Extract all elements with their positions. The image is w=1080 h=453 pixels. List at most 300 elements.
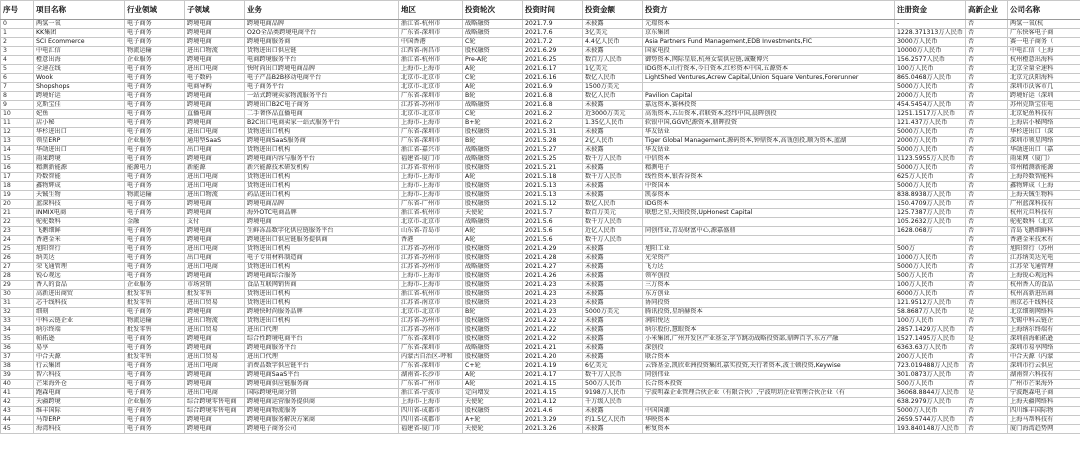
cell-col-registered-capital[interactable]: 121.437万人民币	[895, 119, 966, 128]
cell-col-investors[interactable]: IDG资本,山行资本,今日资本,红杉资本中国,五源资本	[643, 65, 895, 74]
cell-col-subfield[interactable]: 进出口电商	[185, 389, 245, 398]
cell-col-date[interactable]: 2021.6.17	[523, 65, 583, 74]
cell-col-round[interactable]: A轮	[463, 371, 523, 380]
cell-col-date[interactable]: 2021.4.22	[523, 326, 583, 335]
cell-col-company-name[interactable]: 湖南智六科技有	[1008, 371, 1080, 380]
cell-col-index[interactable]: 18	[1, 182, 34, 191]
cell-col-company-name[interactable]: 常州精测新能源	[1008, 164, 1080, 173]
cell-col-subfield[interactable]: 进出口贸易	[185, 299, 245, 308]
cell-col-registered-capital[interactable]: 5000万人民币	[895, 407, 966, 416]
cell-col-business[interactable]: 新兴能源技术研发机构	[245, 164, 399, 173]
cell-col-investors[interactable]: 领军创投	[643, 272, 895, 281]
cell-col-index[interactable]: 44	[1, 416, 34, 425]
cell-col-index[interactable]: 16	[1, 164, 34, 173]
cell-col-date[interactable]: 2021.6.25	[523, 56, 583, 65]
cell-col-date[interactable]: 2021.4.29	[523, 245, 583, 254]
cell-col-industry[interactable]: 电子商务	[125, 344, 185, 353]
cell-col-round[interactable]: A+轮	[463, 416, 523, 425]
cell-col-round[interactable]: C轮	[463, 74, 523, 83]
cell-col-registered-capital[interactable]: 10000万人民币	[895, 47, 966, 56]
cell-col-registered-capital[interactable]: 1000万人民币	[895, 254, 966, 263]
cell-col-registered-capital[interactable]: 1228.371313万人民币	[895, 29, 966, 38]
cell-col-round[interactable]: 股权融资	[463, 335, 523, 344]
cell-col-amount[interactable]: 未披露	[583, 254, 643, 263]
cell-col-region[interactable]: 中国香港	[399, 38, 463, 47]
cell-col-registered-capital[interactable]: 1251.1517万人民币	[895, 110, 966, 119]
cell-col-project-name[interactable]: 锐心观远	[34, 272, 125, 281]
cell-col-industry[interactable]: 电子商务	[125, 227, 185, 236]
cell-col-amount[interactable]: 未披露	[583, 182, 643, 191]
cell-col-industry[interactable]: 电子商务	[125, 173, 185, 182]
cell-col-high-tech[interactable]: 否	[966, 227, 1008, 236]
cell-col-round[interactable]: 战略融资	[463, 344, 523, 353]
cell-col-amount[interactable]: 未披露	[583, 272, 643, 281]
cell-col-industry[interactable]: 批发零售	[125, 290, 185, 299]
cell-col-company-name[interactable]: 广州蓝深科技有	[1008, 200, 1080, 209]
cell-col-date[interactable]: 2021.4.22	[523, 335, 583, 344]
cell-col-registered-capital[interactable]: 3000万人民币	[895, 38, 966, 47]
cell-col-subfield[interactable]: 跨境电商	[185, 155, 245, 164]
cell-col-date[interactable]: 2021.4.23	[523, 290, 583, 299]
cell-col-business[interactable]: 跨境快时尚服务品牌	[245, 308, 399, 317]
cell-col-high-tech[interactable]: 否	[966, 299, 1008, 308]
cell-col-index[interactable]: 3	[1, 47, 34, 56]
cell-col-high-tech[interactable]: 否	[966, 416, 1008, 425]
cell-col-investors[interactable]: 彬复资本	[643, 425, 895, 434]
cell-col-round[interactable]: 股权融资	[463, 317, 523, 326]
cell-col-region[interactable]: 上海市-上海市	[399, 281, 463, 290]
cell-col-project-name[interactable]: 全速在线	[34, 65, 125, 74]
cell-col-project-name[interactable]: 精测新能源	[34, 164, 125, 173]
cell-col-amount[interactable]: 数亿人民币	[583, 200, 643, 209]
cell-col-high-tech[interactable]: 否	[966, 317, 1008, 326]
cell-col-registered-capital[interactable]: -	[895, 20, 966, 29]
cell-col-high-tech[interactable]: 否	[966, 353, 1008, 362]
cell-col-investors[interactable]: 联想之星,天图投资,UpHonest Capital	[643, 209, 895, 218]
cell-col-industry[interactable]: 电子商务	[125, 380, 185, 389]
cell-col-round[interactable]: A轮	[463, 65, 523, 74]
cell-col-subfield[interactable]: 跨境电商	[185, 308, 245, 317]
cell-col-index[interactable]: 11	[1, 119, 34, 128]
cell-col-industry[interactable]: 电子商务	[125, 128, 185, 137]
cell-col-region[interactable]: 上海市-上海市	[399, 272, 463, 281]
cell-col-investors[interactable]: 京东集团	[643, 29, 895, 38]
cell-col-business[interactable]: 跨境电商服务平台	[245, 344, 399, 353]
cell-col-company-name[interactable]: 宁波跑森电子商	[1008, 389, 1080, 398]
header-col-registered-capital[interactable]: 注册资金	[895, 1, 966, 20]
cell-col-company-name[interactable]: 上海天铖生物科	[1008, 191, 1080, 200]
cell-col-investors[interactable]	[643, 218, 895, 227]
cell-col-subfield[interactable]: 进出口电商	[185, 245, 245, 254]
cell-col-high-tech[interactable]: 否	[966, 101, 1008, 110]
cell-col-region[interactable]: 江苏省-南京市	[399, 299, 463, 308]
cell-col-region[interactable]: 江苏省-苏州市	[399, 326, 463, 335]
cell-col-business[interactable]: 跨境电商服务解决方案商	[245, 416, 399, 425]
cell-col-date[interactable]: 2021.4.12	[523, 398, 583, 407]
cell-col-region[interactable]: 广东省-深圳市	[399, 344, 463, 353]
cell-col-index[interactable]: 31	[1, 299, 34, 308]
cell-col-high-tech[interactable]: 否	[966, 83, 1008, 92]
cell-col-index[interactable]: 41	[1, 389, 34, 398]
cell-col-industry[interactable]: 电子商务	[125, 308, 185, 317]
cell-col-subfield[interactable]: 跨境电商	[185, 56, 245, 65]
cell-col-high-tech[interactable]: 否	[966, 191, 1008, 200]
cell-col-business[interactable]: 货物进出口机构	[245, 146, 399, 155]
cell-col-investors[interactable]: 中国国潮	[643, 407, 895, 416]
cell-col-date[interactable]: 2021.7.2	[523, 38, 583, 47]
cell-col-subfield[interactable]: 跨境电商	[185, 20, 245, 29]
cell-col-high-tech[interactable]: 否	[966, 56, 1008, 65]
cell-col-high-tech[interactable]: 否	[966, 380, 1008, 389]
cell-col-industry[interactable]: 电子商务	[125, 65, 185, 74]
cell-col-industry[interactable]: 电子商务	[125, 101, 185, 110]
cell-col-round[interactable]: 股权融资	[463, 182, 523, 191]
cell-col-industry[interactable]: 批发零售	[125, 299, 185, 308]
cell-col-high-tech[interactable]: 否	[966, 371, 1008, 380]
cell-col-project-name[interactable]: 天疆跨境	[34, 398, 125, 407]
cell-col-date[interactable]: 2021.4.23	[523, 308, 583, 317]
cell-col-project-name[interactable]: 跑森电商	[34, 389, 125, 398]
cell-col-date[interactable]: 2021.5.31	[523, 128, 583, 137]
cell-col-project-name[interactable]: 橙意出海	[34, 56, 125, 65]
cell-col-region[interactable]: 上海市-上海市	[399, 191, 463, 200]
cell-col-project-name[interactable]: SCI Ecommerce	[34, 38, 125, 47]
cell-col-high-tech[interactable]: 否	[966, 173, 1008, 182]
cell-col-investors[interactable]: 同创伟业,青岛财富中心,源嘉盛鼎	[643, 227, 895, 236]
cell-col-index[interactable]: 39	[1, 371, 34, 380]
cell-col-subfield[interactable]: 电商导购	[185, 83, 245, 92]
cell-col-amount[interactable]: 数千万人民币	[583, 371, 643, 380]
cell-col-project-name[interactable]: 天铖生物	[34, 191, 125, 200]
cell-col-index[interactable]: 43	[1, 407, 34, 416]
cell-col-subfield[interactable]: 进出口电商	[185, 182, 245, 191]
cell-col-business[interactable]: 一站式跨境卖家物流服务平台	[245, 92, 399, 101]
cell-col-round[interactable]: 股权融资	[463, 290, 523, 299]
cell-col-business[interactable]: 电子产品B2B移动电商平台	[245, 74, 399, 83]
cell-col-company-name[interactable]: 广州市芒果海外	[1008, 380, 1080, 389]
cell-col-investors[interactable]: Asia Partners Fund Management,EDB Investments,FIC	[643, 38, 895, 47]
cell-col-high-tech[interactable]: 否	[966, 254, 1008, 263]
cell-col-index[interactable]: 35	[1, 335, 34, 344]
cell-col-project-name[interactable]: 纳美达	[34, 254, 125, 263]
cell-col-amount[interactable]: 未披露	[583, 299, 643, 308]
cell-col-subfield[interactable]: 进出口电商	[185, 263, 245, 272]
cell-col-registered-capital[interactable]: 301.0873万人民币	[895, 371, 966, 380]
cell-col-region[interactable]: 江苏省-苏州市	[399, 263, 463, 272]
cell-col-project-name[interactable]: 中科云链企业	[34, 317, 125, 326]
cell-col-industry[interactable]: 批发零售	[125, 326, 185, 335]
cell-col-index[interactable]: 14	[1, 146, 34, 155]
cell-col-registered-capital[interactable]: 454.5454万人民币	[895, 101, 966, 110]
cell-col-high-tech[interactable]: 否	[966, 146, 1008, 155]
cell-col-industry[interactable]: 物流运输	[125, 317, 185, 326]
cell-col-round[interactable]: A轮	[463, 83, 523, 92]
cell-col-date[interactable]: 2021.5.28	[523, 137, 583, 146]
cell-col-region[interactable]: 江苏省-常州市	[399, 164, 463, 173]
cell-col-industry[interactable]: 批发零售	[125, 353, 185, 362]
header-col-industry[interactable]: 行业领域	[125, 1, 185, 20]
cell-col-business[interactable]: 货物进出口机构	[245, 182, 399, 191]
cell-col-business[interactable]: 生鲜冻品数字化供应链服务平台	[245, 227, 399, 236]
cell-col-region[interactable]: 浙江省-杭州市	[399, 56, 463, 65]
cell-col-high-tech[interactable]: 是	[966, 389, 1008, 398]
cell-col-investors[interactable]: 软银中国,GGV纪源资本,鼎晖投资	[643, 119, 895, 128]
cell-col-high-tech[interactable]: 否	[966, 407, 1008, 416]
cell-col-subfield[interactable]: 跨境电商	[185, 416, 245, 425]
cell-col-round[interactable]: 天使轮	[463, 425, 523, 434]
cell-col-subfield[interactable]: 跨境电商	[185, 101, 245, 110]
cell-col-business[interactable]: 跨境电商综合服务	[245, 272, 399, 281]
cell-col-registered-capital[interactable]: 193.840148万人民币	[895, 425, 966, 434]
cell-col-round[interactable]: 股权融资	[463, 254, 523, 263]
cell-col-region[interactable]: 广东省-深圳市	[399, 92, 463, 101]
cell-col-index[interactable]: 12	[1, 128, 34, 137]
cell-col-subfield[interactable]: 进出口物流	[185, 191, 245, 200]
cell-col-subfield[interactable]: 进出口贸易	[185, 353, 245, 362]
cell-col-high-tech[interactable]: 否	[966, 20, 1008, 29]
cell-col-company-name[interactable]: 江苏纳美达光电	[1008, 254, 1080, 263]
cell-col-project-name[interactable]: 妃鱼	[34, 110, 125, 119]
cell-col-investors[interactable]: 元璟资本	[643, 20, 895, 29]
cell-col-company-name[interactable]: 两氢一氧(杭	[1008, 20, 1080, 29]
header-col-high-tech[interactable]: 高新企业	[966, 1, 1008, 20]
cell-col-high-tech[interactable]: 否	[966, 245, 1008, 254]
cell-col-business[interactable]: 货物进出口供应链	[245, 47, 399, 56]
cell-col-registered-capital[interactable]: 1527.1495万人民币	[895, 335, 966, 344]
cell-col-index[interactable]: 36	[1, 344, 34, 353]
cell-col-business[interactable]: 跨境电商运营服务提供商	[245, 398, 399, 407]
cell-col-region[interactable]: 上海市-上海市	[399, 65, 463, 74]
cell-col-index[interactable]: 33	[1, 317, 34, 326]
cell-col-date[interactable]: 2021.4.27	[523, 263, 583, 272]
cell-col-index[interactable]: 23	[1, 227, 34, 236]
cell-col-date[interactable]: 2021.5.27	[523, 146, 583, 155]
cell-col-subfield[interactable]: 跨境电商	[185, 236, 245, 245]
cell-col-investors[interactable]	[643, 236, 895, 245]
cell-col-region[interactable]: 上海市-上海市	[399, 398, 463, 407]
cell-col-date[interactable]: 2021.5.6	[523, 218, 583, 227]
cell-col-high-tech[interactable]: 否	[966, 263, 1008, 272]
cell-col-registered-capital[interactable]: 100万人民币	[895, 65, 966, 74]
cell-col-index[interactable]: 0	[1, 20, 34, 29]
cell-col-date[interactable]: 2021.6.8	[523, 101, 583, 110]
cell-col-subfield[interactable]: 进出口电商	[185, 128, 245, 137]
cell-col-industry[interactable]: 电子商务	[125, 335, 185, 344]
cell-col-high-tech[interactable]: 否	[966, 128, 1008, 137]
cell-col-date[interactable]: 2021.5.13	[523, 191, 583, 200]
cell-col-index[interactable]: 32	[1, 308, 34, 317]
cell-col-amount[interactable]: 未披露	[583, 290, 643, 299]
cell-col-round[interactable]: 股权融资	[463, 272, 523, 281]
cell-col-investors[interactable]: 华映资本	[643, 416, 895, 425]
cell-col-business[interactable]: 二手奢侈品直播电商	[245, 110, 399, 119]
cell-col-company-name[interactable]: 杭州高新进出商	[1008, 290, 1080, 299]
header-col-company-name[interactable]: 公司名称	[1008, 1, 1080, 20]
cell-col-investors[interactable]: 国家电投	[643, 47, 895, 56]
cell-col-amount[interactable]: 未披露	[583, 128, 643, 137]
cell-col-business[interactable]: 跨境电商SaaS平台	[245, 371, 399, 380]
cell-col-high-tech[interactable]: 否	[966, 155, 1008, 164]
cell-col-date[interactable]: 2021.4.15	[523, 389, 583, 398]
cell-col-round[interactable]: B轮	[463, 308, 523, 317]
cell-col-date[interactable]: 2021.4.19	[523, 362, 583, 371]
cell-col-subfield[interactable]: 进出口电商	[185, 173, 245, 182]
cell-col-subfield[interactable]: 跨境电商	[185, 272, 245, 281]
cell-col-region[interactable]: 江苏省-苏州市	[399, 101, 463, 110]
cell-col-date[interactable]: 2021.6.8	[523, 92, 583, 101]
cell-col-amount[interactable]: 未披露	[583, 263, 643, 272]
cell-col-region[interactable]: 四川省-成都市	[399, 407, 463, 416]
cell-col-round[interactable]: B轮	[463, 137, 523, 146]
cell-col-amount[interactable]: 数亿人民币	[583, 92, 643, 101]
cell-col-round[interactable]: 股权融资	[463, 353, 523, 362]
cell-col-round[interactable]: C+轮	[463, 362, 523, 371]
header-col-date[interactable]: 投资时间	[523, 1, 583, 20]
cell-col-date[interactable]: 2021.5.6	[523, 236, 583, 245]
cell-col-round[interactable]: 股权融资	[463, 128, 523, 137]
cell-col-investors[interactable]	[643, 83, 895, 92]
cell-col-industry[interactable]: 电子商务	[125, 182, 185, 191]
cell-col-industry[interactable]: 电子商务	[125, 371, 185, 380]
cell-col-round[interactable]: A轮	[463, 236, 523, 245]
cell-col-amount[interactable]: 未披露	[583, 281, 643, 290]
cell-col-registered-capital[interactable]: 2659.5744万人民币	[895, 416, 966, 425]
cell-col-high-tech[interactable]: 否	[966, 209, 1008, 218]
cell-col-index[interactable]: 1	[1, 29, 34, 38]
cell-col-industry[interactable]: 电子商务	[125, 146, 185, 155]
cell-col-amount[interactable]: 数千万人民币	[583, 218, 643, 227]
cell-col-investors[interactable]: LightShed Ventures,Acrew Capital,Union Square Ventures,Forerunner	[643, 74, 895, 83]
cell-col-business[interactable]: 海外OTC电商品牌	[245, 209, 399, 218]
cell-col-investors[interactable]: 精测电子	[643, 164, 895, 173]
cell-col-round[interactable]: C轮	[463, 38, 523, 47]
cell-col-project-name[interactable]: 店小秘	[34, 119, 125, 128]
cell-col-company-name[interactable]: 鑫物辉成（上海	[1008, 182, 1080, 191]
cell-col-subfield[interactable]: 跨境电商	[185, 371, 245, 380]
cell-col-investors[interactable]: 华友钴业	[643, 146, 895, 155]
cell-col-high-tech[interactable]: 否	[966, 29, 1008, 38]
cell-col-date[interactable]: 2021.4.6	[523, 407, 583, 416]
cell-col-registered-capital[interactable]	[895, 236, 966, 245]
cell-col-registered-capital[interactable]: 5000万人民币	[895, 164, 966, 173]
cell-col-business[interactable]: 货物进出口机构	[245, 299, 399, 308]
cell-col-company-name[interactable]: 江苏荣飞通管理	[1008, 263, 1080, 272]
cell-col-round[interactable]: 定向增发	[463, 389, 523, 398]
cell-col-date[interactable]: 2021.3.26	[523, 425, 583, 434]
cell-col-company-name[interactable]: 上海天疆网络科	[1008, 398, 1080, 407]
cell-col-region[interactable]: 江苏省-苏州市	[399, 317, 463, 326]
header-col-subfield[interactable]: 子领域	[185, 1, 245, 20]
cell-col-round[interactable]: C轮	[463, 110, 523, 119]
cell-col-registered-capital[interactable]: 121.9512万人民币	[895, 299, 966, 308]
cell-col-amount[interactable]: 未披露	[583, 245, 643, 254]
cell-col-project-name[interactable]: 中电汇信	[34, 47, 125, 56]
cell-col-investors[interactable]: 云锋基金,凯欣亚洲投资集团,嘉实投资,天行者资本,波士顿投资,Keywise	[643, 362, 895, 371]
cell-col-project-name[interactable]: 纳尔终端	[34, 326, 125, 335]
cell-col-round[interactable]: 战略融资	[463, 29, 523, 38]
cell-col-registered-capital[interactable]: 865.0468万人民币	[895, 74, 966, 83]
cell-col-business[interactable]: 货物进出口机构	[245, 290, 399, 299]
cell-col-index[interactable]: 17	[1, 173, 34, 182]
cell-col-index[interactable]: 2	[1, 38, 34, 47]
cell-col-industry[interactable]: 电子商务	[125, 407, 185, 416]
cell-col-subfield[interactable]: 进出口物流	[185, 317, 245, 326]
cell-col-region[interactable]: 上海市-上海市	[399, 173, 463, 182]
cell-col-round[interactable]: 股权融资	[463, 245, 523, 254]
cell-col-region[interactable]: 广东省-深圳市	[399, 137, 463, 146]
cell-col-investors[interactable]	[643, 398, 895, 407]
cell-col-subfield[interactable]: 电子数码	[185, 74, 245, 83]
cell-col-region[interactable]: 浙江省-嘉兴市	[399, 146, 463, 155]
cell-col-business[interactable]: 食品互联网销售商	[245, 281, 399, 290]
header-col-amount[interactable]: 投资金额	[583, 1, 643, 20]
cell-col-project-name[interactable]: 香人的食品	[34, 281, 125, 290]
cell-col-subfield[interactable]: 跨境电商	[185, 200, 245, 209]
cell-col-industry[interactable]: 电子商务	[125, 236, 185, 245]
cell-col-investors[interactable]: IDG资本	[643, 200, 895, 209]
cell-col-index[interactable]: 4	[1, 56, 34, 65]
cell-col-project-name[interactable]: 两氢一氧	[34, 20, 125, 29]
cell-col-industry[interactable]: 电子商务	[125, 20, 185, 29]
cell-col-index[interactable]: 27	[1, 263, 34, 272]
cell-col-index[interactable]: 10	[1, 110, 34, 119]
cell-col-company-name[interactable]: 华勋进出口（嘉	[1008, 146, 1080, 155]
cell-col-subfield[interactable]: 跨境电商	[185, 425, 245, 434]
cell-col-investors[interactable]: 旭阳工业	[643, 245, 895, 254]
cell-col-date[interactable]: 2021.4.23	[523, 281, 583, 290]
cell-col-registered-capital[interactable]: 625万人民币	[895, 173, 966, 182]
cell-col-project-name[interactable]: 华勋进出口	[34, 146, 125, 155]
cell-col-region[interactable]: 北京市-北京市	[399, 74, 463, 83]
cell-col-amount[interactable]: 1.35亿人民币	[583, 119, 643, 128]
cell-col-business[interactable]: 货物进出口机构	[245, 245, 399, 254]
cell-col-subfield[interactable]: 支付	[185, 218, 245, 227]
cell-col-amount[interactable]: 4.4亿人民币	[583, 38, 643, 47]
cell-col-investors[interactable]: Tiger Global Management,源码资本,钟鼎资本,高瓴创投,顺为资本,蓝湖	[643, 137, 895, 146]
cell-col-amount[interactable]: 数千万人民币	[583, 173, 643, 182]
cell-col-business[interactable]: 消费品数字供应链平台	[245, 362, 399, 371]
cell-col-round[interactable]: 战略融资	[463, 101, 523, 110]
cell-col-high-tech[interactable]: 是	[966, 308, 1008, 317]
cell-col-date[interactable]: 2021.6.29	[523, 47, 583, 56]
cell-col-company-name[interactable]: 上海锐心观远科	[1008, 272, 1080, 281]
cell-col-index[interactable]: 8	[1, 92, 34, 101]
cell-col-index[interactable]: 13	[1, 137, 34, 146]
cell-col-registered-capital[interactable]: 5000万人民币	[895, 128, 966, 137]
cell-col-investors[interactable]: 嘉远资本,赛林投资	[643, 101, 895, 110]
cell-col-high-tech[interactable]: 否	[966, 281, 1008, 290]
cell-col-region[interactable]: 江苏省-苏州市	[399, 245, 463, 254]
cell-col-region[interactable]: 四川省-成都市	[399, 416, 463, 425]
cell-col-region[interactable]: 福建省-厦门市	[399, 155, 463, 164]
cell-col-round[interactable]: 战略融资	[463, 146, 523, 155]
cell-col-high-tech[interactable]: 否	[966, 164, 1008, 173]
cell-col-registered-capital[interactable]: 200万人民币	[895, 353, 966, 362]
cell-col-amount[interactable]: 未披露	[583, 344, 643, 353]
cell-col-amount[interactable]: 未披露	[583, 425, 643, 434]
cell-col-investors[interactable]: 御势资本,网际星辰,杭州女装供应链,诚聚博兴	[643, 56, 895, 65]
cell-col-business[interactable]: 货物进出口机构	[245, 173, 399, 182]
cell-col-amount[interactable]: 2亿人民币	[583, 137, 643, 146]
cell-col-index[interactable]: 20	[1, 200, 34, 209]
cell-col-region[interactable]: 北京市-北京市	[399, 83, 463, 92]
cell-col-amount[interactable]: 数千万人民币	[583, 236, 643, 245]
cell-col-company-name[interactable]: 旭阳智行（苏州	[1008, 245, 1080, 254]
cell-col-company-name[interactable]: 深圳市行云供应	[1008, 362, 1080, 371]
cell-col-project-name[interactable]: 芯千线科技	[34, 299, 125, 308]
cell-col-amount[interactable]: 约1.5亿人民币	[583, 416, 643, 425]
cell-col-high-tech[interactable]: 否	[966, 38, 1008, 47]
